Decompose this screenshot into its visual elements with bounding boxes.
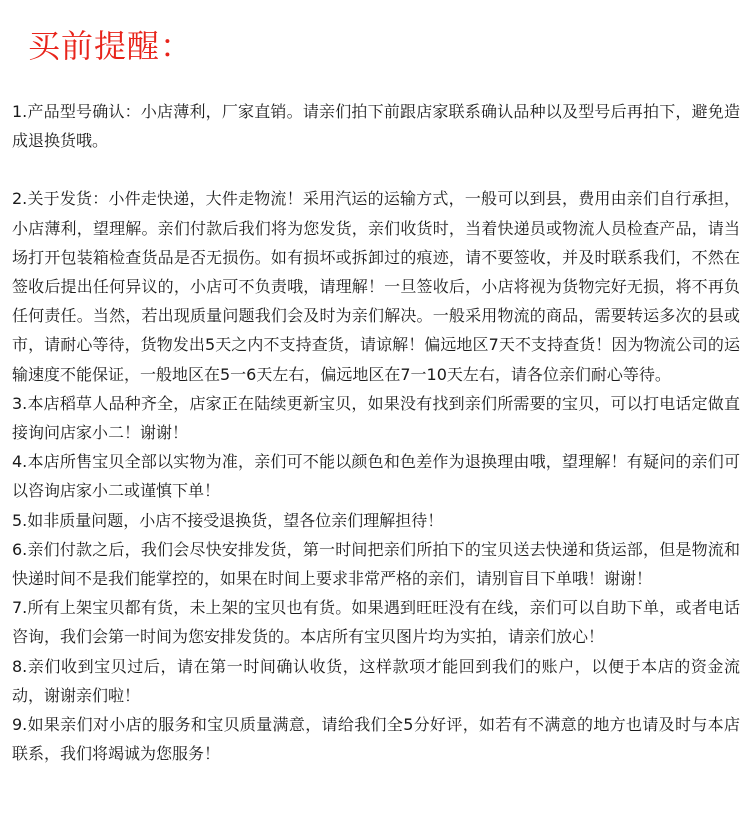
notice-list bbox=[12, 97, 740, 768]
notice-item-confirm-receipt: 8.亲们收到宝贝过后，请在第一时间确认收货，这样款项才能回到我们的账户，以便于本店的资金流动，谢谢亲们啦！ bbox=[12, 656, 740, 705]
notice-item-color-difference: 4.本店所售宝贝全部以实物为准，亲们可不能以颜色和色差作为退换理由哦，望理解！有疑问的亲们可以咨询店家小二或谨慎下单！ bbox=[12, 452, 740, 501]
notice-item-product-range: 3.本店稻草人品种齐全，店家正在陆续更新宝贝，如果没有找到亲们所需要的宝贝，可以打电话定做直接询问店家小二！谢谢！ bbox=[12, 393, 740, 443]
notice-item-delivery-time: 6.亲们付款之后，我们会尽快安排发货，第一时间把亲们所拍下的宝贝送去快递和货运部，但是物流和快递时间不是我们能掌控的，如果在时间上要求非常严格的亲们，请别盲目下单哦！谢谢！ bbox=[12, 539, 740, 589]
page-title: 买前提醒： bbox=[28, 27, 194, 65]
notice-item-stock: 7.所有上架宝贝都有货，未上架的宝贝也有货。如果遇到旺旺没有在线，亲们可以自助下单，或者电话咨询，我们会第一时间为您安排发货的。本店所有宝贝图片均为实拍，请亲们放心！ bbox=[12, 598, 740, 647]
notice-item-model-confirm: 1.产品型号确认：小店薄利，厂家直销。请亲们拍下前跟店家联系确认品种以及型号后再拍下，避免造成退换货哦。 bbox=[12, 102, 740, 151]
notice-item-review: 9.如果亲们对小店的服务和宝贝质量满意，请给我们全5分好评，如若有不满意的地方也请及时与本店联系，我们将竭诚为您服务！ bbox=[12, 715, 740, 764]
notice-item-shipping: 2.关于发货：小件走快递，大件走物流！采用汽运的运输方式，一般可以到县，费用由亲们自行承担，小店薄利，望理解。亲们付款后我们将为您发货，亲们收货时，当着快递员或物流人员检查产品，请当场打开包装箱检查货品是否无损伤。如有损坏或拆卸过的痕迹，请不要签收，并及时联系我们，不然在签收后提出任何异议的，小店可不负责哦，请理解！一旦签收后，小店将视为货物完好无损，将不再负任何责任。当然，若出现质量问题我们会及时为亲们解决。一般采用物流的商品，需要转运多次的县或市，请耐心等待，货物发出5天之内不支持查货，请谅解！偏远地区7天不支持查货！因为物流公司的运输速度不能保证，一般地区在5一6天左右，偏远地区在7一10天左右，请各位亲们耐心等待。 bbox=[12, 189, 740, 384]
notice-item-returns: 5.如非质量问题，小店不接受退换货，望各位亲们理解担待！ bbox=[12, 510, 444, 530]
